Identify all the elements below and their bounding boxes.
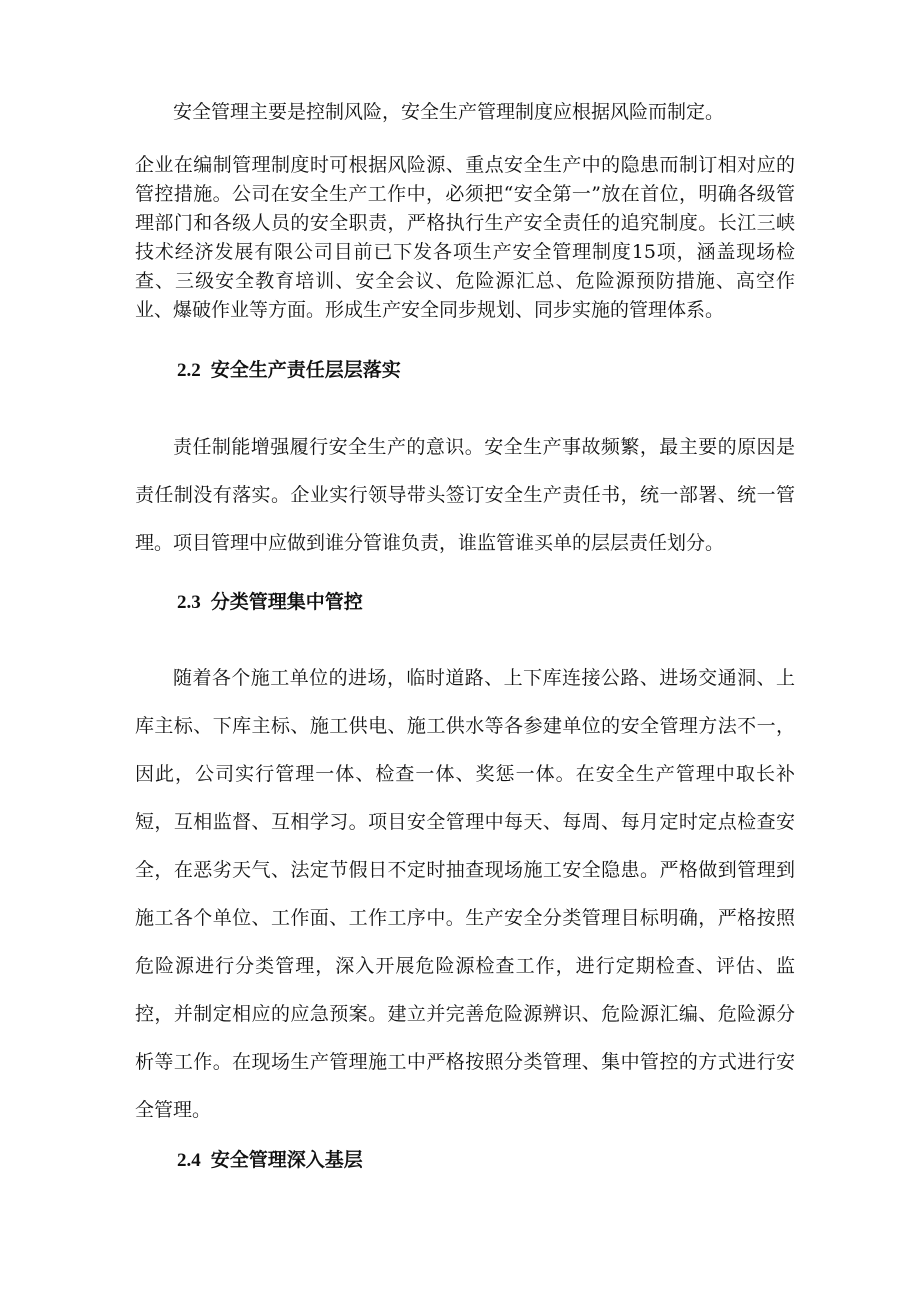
paragraph-intro: 安全管理主要是控制风险，安全生产管理制度应根据风险而制定。 bbox=[173, 101, 725, 123]
section-number: 2.4 bbox=[177, 1150, 201, 1171]
section-title: 安全管理深入基层 bbox=[210, 1149, 363, 1171]
paragraph-responsibility: 责任制能增强履行安全生产的意识。安全生产事故频繁，最主要的原因是责任制没有落实。企业实行领导带头签订安全生产责任书，统一部署、统一管理。项目管理中应做到谁分管谁负责，谁监管谁买单的层层责任划分。 bbox=[135, 436, 795, 554]
section-title: 安全生产责任层层落实 bbox=[210, 359, 401, 381]
section-heading-2-2 bbox=[177, 356, 401, 385]
section-heading-2-3 bbox=[177, 588, 363, 617]
paragraph-management-system: 企业在编制管理制度时可根据风险源、重点安全生产中的隐患而制订相对应的管控措施。公司在安全生产工作中，必须把“安全第一”放在首位，明确各级管理部门和各级人员的安全职责，严格执行生产安全责任的追究制度。长江三峡技术经济发展有限公司目前已下发各项生产安全管理制度15项，涵盖现场检查、三级安全教育培训、安全会议、危险源汇总、危险源预防措施、高空作业、爆破作业等方面。形成生产安全同步规划、同步实施的管理体系。 bbox=[135, 154, 795, 321]
paragraph-classification: 随着各个施工单位的进场，临时道路、上下库连接公路、进场交通洞、上库主标、下库主标、施工供电、施工供水等各参建单位的安全管理方法不一，因此，公司实行管理一体、检查一体、奖惩一体。在安全生产管理中取长补短，互相监督、互相学习。项目安全管理中每天、每周、每月定时定点检查安全，在恶劣天气、法定节假日不定时抽查现场施工安全隐患。严格做到管理到施工各个单位、工作面、工作工序中。生产安全分类管理目标明确，严格按照危险源进行分类管理，深入开展危险源检查工作，进行定期检查、评估、监控，并制定相应的应急预案。建立并完善危险源辨识、危险源汇编、危险源分析等工作。在现场生产管理施工中严格按照分类管理、集中管控的方式进行安全管理。 bbox=[135, 667, 795, 1121]
section-title: 分类管理集中管控 bbox=[210, 591, 363, 613]
section-number: 2.2 bbox=[177, 360, 201, 381]
section-number: 2.3 bbox=[177, 592, 201, 613]
section-heading-2-4 bbox=[177, 1146, 363, 1175]
